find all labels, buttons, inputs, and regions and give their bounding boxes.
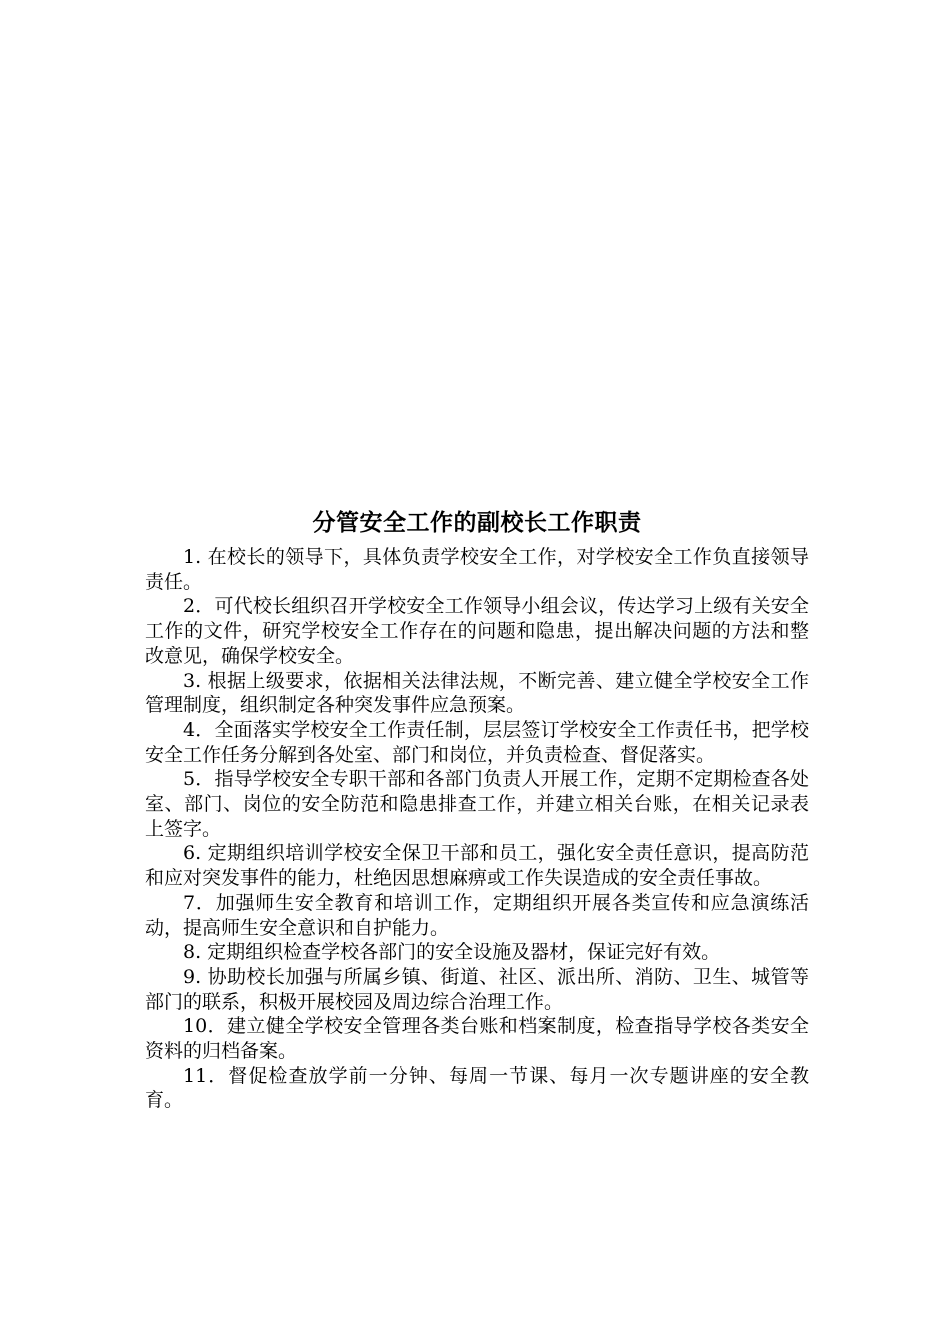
duty-list xyxy=(145,545,809,1113)
duty-item-5: 5．指导学校安全专职干部和各部门负责人开展工作，定期不定期检查各处室、部门、岗位的安全防范和隐患排查工作，并建立相关台账，在相关记录表上签字。 xyxy=(145,768,809,840)
duty-item-3: 3. 根据上级要求，依据相关法律法规，不断完善、建立健全学校安全工作管理制度，组织制定各种突发事件应急预案。 xyxy=(145,669,809,717)
document-title: 分管安全工作的副校长工作职责 xyxy=(312,509,642,536)
duty-item-8: 8. 定期组织检查学校各部门的安全设施及器材，保证完好有效。 xyxy=(183,941,721,964)
duty-item-11: 11．督促检查放学前一分钟、每周一节课、每月一次专题讲座的安全教育。 xyxy=(145,1064,809,1112)
duty-item-2: 2．可代校长组织召开学校安全工作领导小组会议，传达学习上级有关安全工作的文件，研究学校安全工作存在的问题和隐患，提出解决问题的方法和整改意见，确保学校安全。 xyxy=(145,595,809,667)
duty-item-7: 7．加强师生安全教育和培训工作，定期组织开展各类宣传和应急演练活动，提高师生安全意识和自护能力。 xyxy=(145,891,809,939)
duty-item-9: 9. 协助校长加强与所属乡镇、街道、社区、派出所、消防、卫生、城管等部门的联系，积极开展校园及周边综合治理工作。 xyxy=(145,965,809,1013)
document-body xyxy=(145,505,809,1113)
duty-item-1: 1. 在校长的领导下，具体负责学校安全工作，对学校安全工作负直接领导责任。 xyxy=(145,546,809,593)
duty-item-6: 6. 定期组织培训学校安全保卫干部和员工，强化安全责任意识，提高防范和应对突发事件的能力，杜绝因思想麻痹或工作失误造成的安全责任事故。 xyxy=(145,842,809,890)
duty-item-4: 4．全面落实学校安全工作责任制，层层签订学校安全工作责任书，把学校安全工作任务分解到各处室、部门和岗位，并负责检查、督促落实。 xyxy=(145,718,809,766)
duty-item-10: 10．建立健全学校安全管理各类台账和档案制度，检查指导学校各类安全资料的归档备案。 xyxy=(145,1015,809,1063)
